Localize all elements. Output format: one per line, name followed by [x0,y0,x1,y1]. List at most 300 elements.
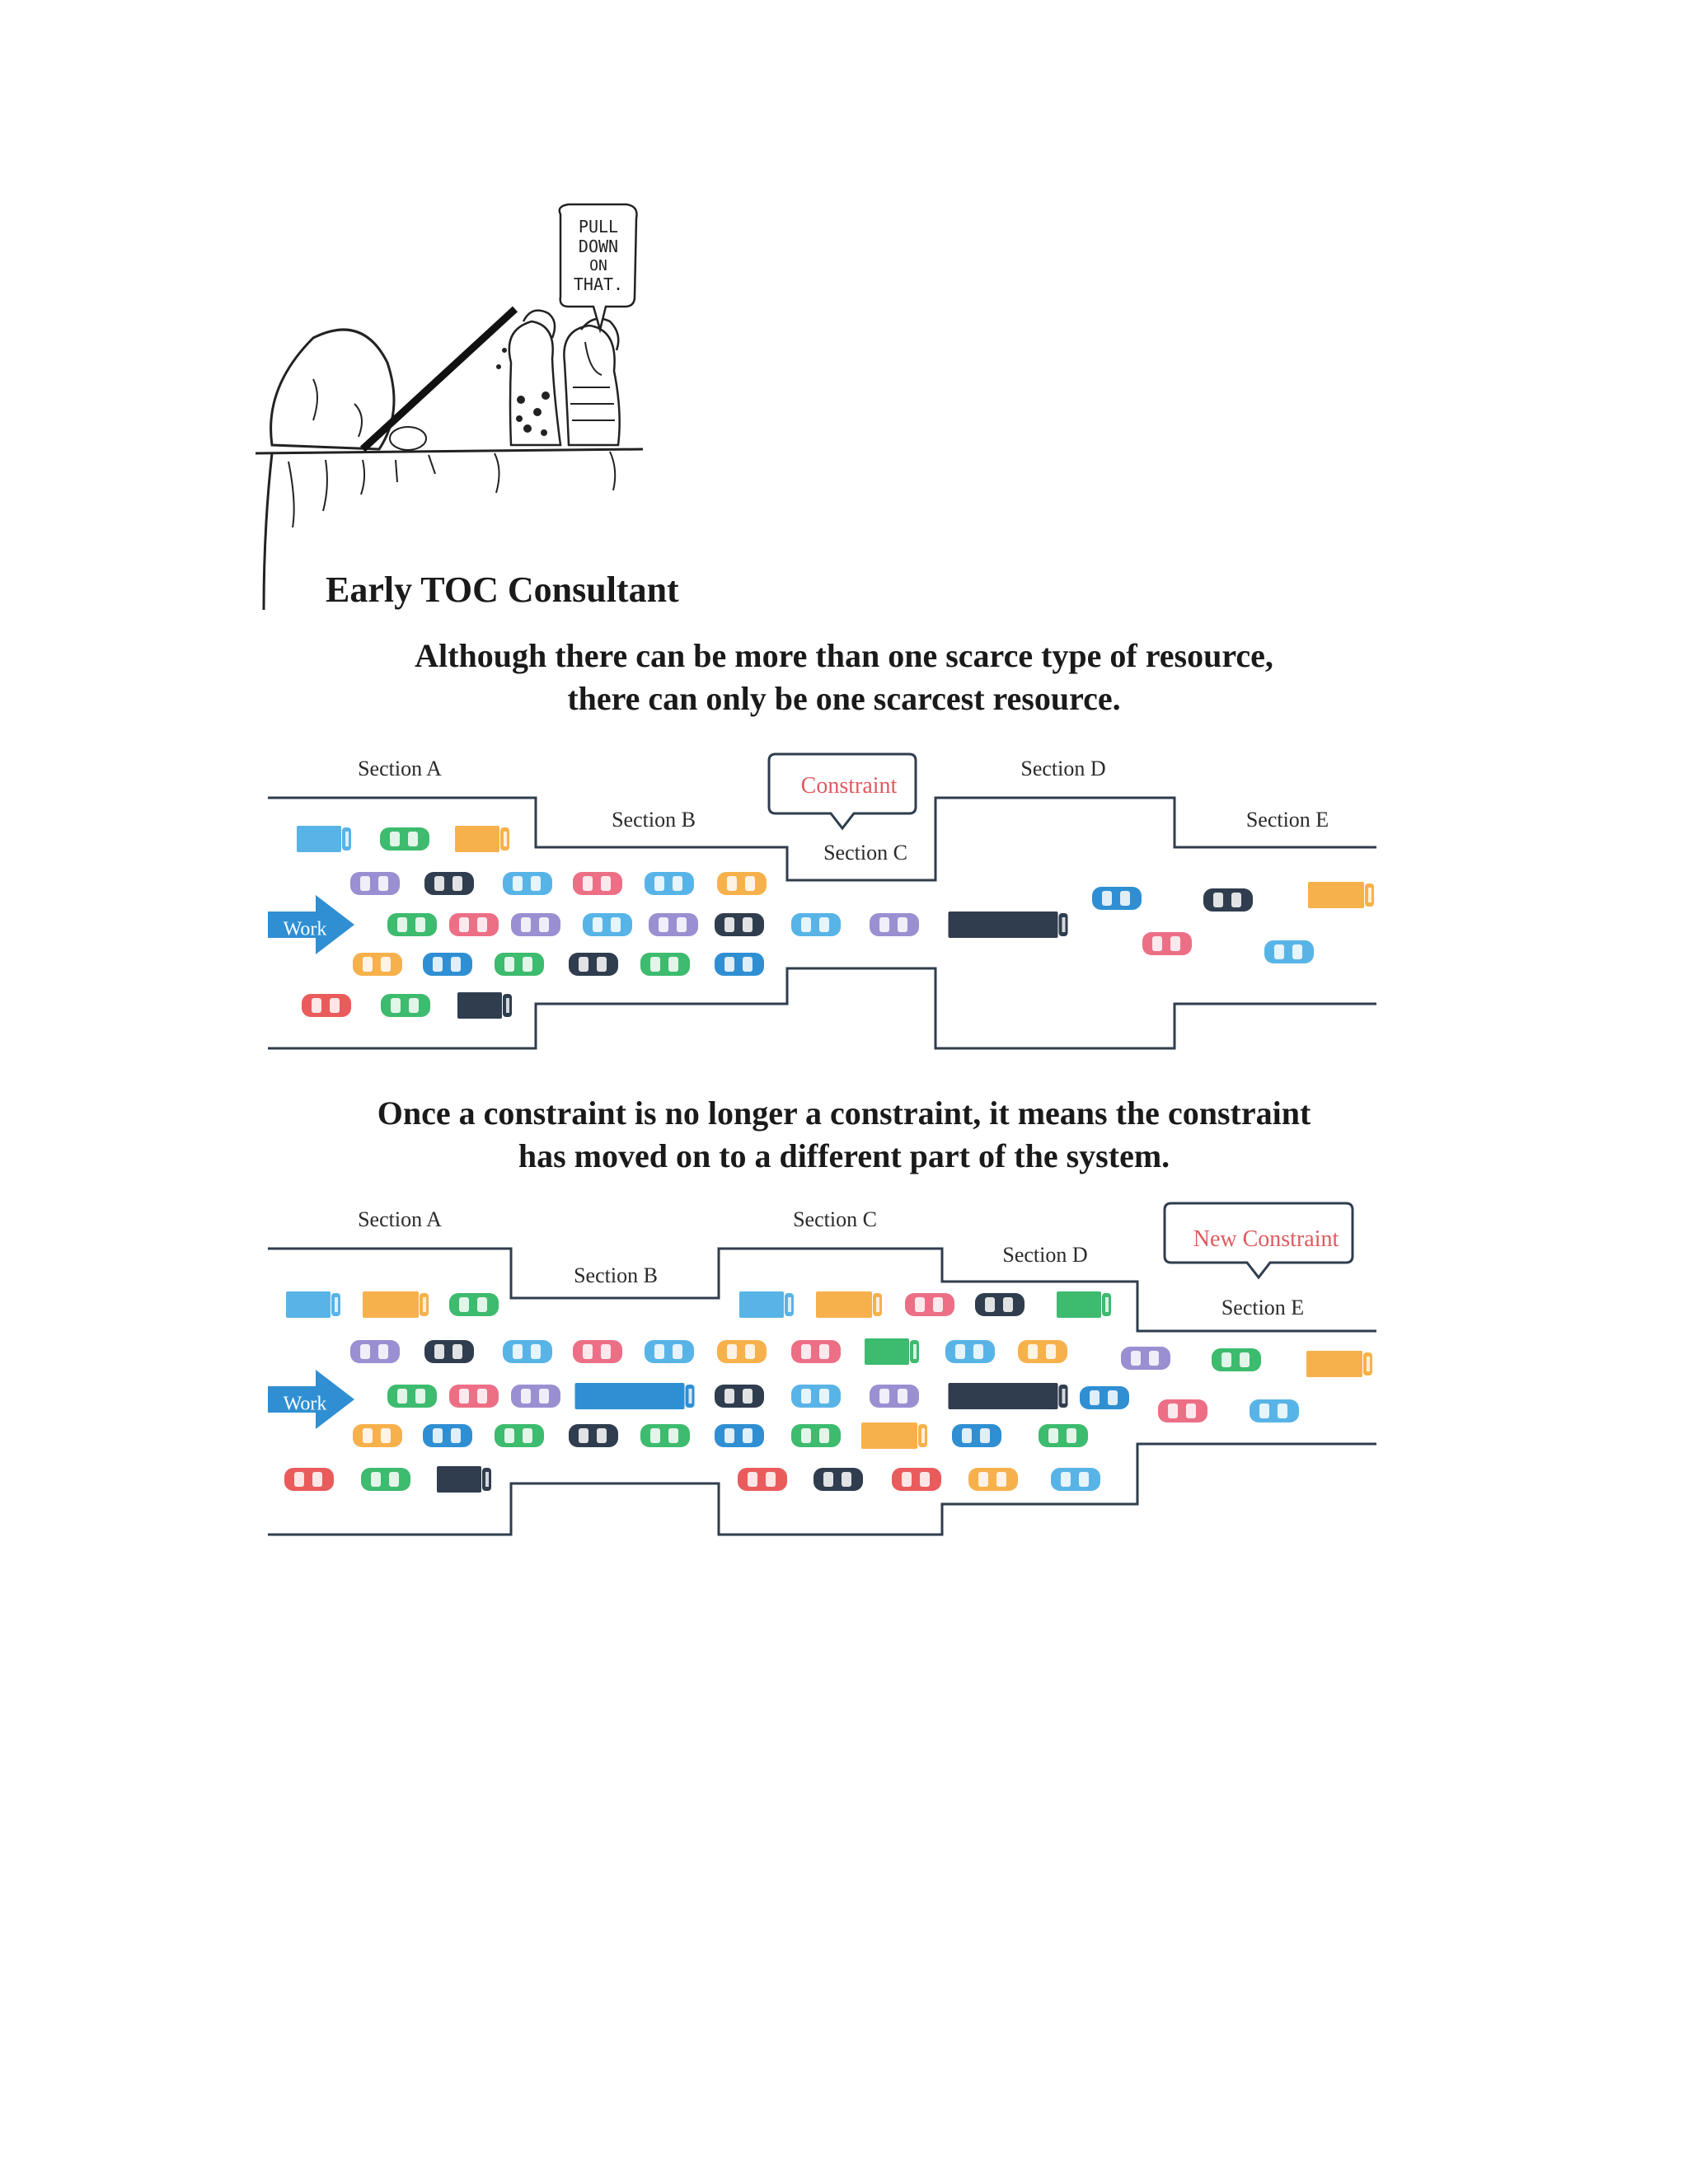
speech-bubble-line: DOWN [578,237,619,256]
section-a-label: Section A [358,757,442,780]
car [449,1293,499,1316]
truck [865,1338,919,1365]
car [1264,940,1314,963]
car-roof [470,1390,476,1403]
car-window [312,998,321,1013]
car [387,1385,437,1408]
car-window [955,1344,965,1359]
road-diagram-new-constraint [0,1195,1688,1558]
car [715,1424,764,1447]
car-window [433,1428,443,1443]
car [870,913,919,936]
car [645,1340,694,1363]
car-window [1149,1351,1159,1366]
section-b-label: Section B [612,808,696,832]
car [511,913,560,936]
car-window [378,1344,388,1359]
car-window [668,957,678,972]
car [791,913,841,936]
car-roof [735,1429,742,1442]
car-window [745,876,755,891]
car-roof [812,918,818,931]
car [791,1340,841,1363]
car-window [673,1344,682,1359]
car-roof [661,958,668,971]
truck-window [1367,1357,1370,1371]
speech-bubble-line: PULL [578,217,619,237]
truck-trailer [575,1383,685,1409]
truck [816,1291,882,1318]
car-window [677,917,687,932]
car [423,1424,472,1447]
car-window [477,917,487,932]
truck [739,1291,794,1318]
car [1018,1340,1067,1363]
car-roof [532,1390,538,1403]
car-window [521,917,531,932]
car [387,913,437,936]
car-roof [758,1473,765,1486]
cliff-face [264,453,272,610]
truck-trailer [861,1422,917,1449]
car [503,1340,552,1363]
car-window [801,917,811,932]
car-roof [401,832,407,846]
car [1092,887,1142,910]
car-roof [1142,1352,1148,1365]
truck-trailer [1306,1351,1362,1377]
car [645,872,694,895]
cartoon-caption: Early TOC Consultant [326,569,679,610]
car-roof [735,958,742,971]
car-window [539,1389,549,1404]
car-window [583,1344,593,1359]
car-window [743,957,753,972]
car-window [1079,1472,1089,1487]
car-roof [470,1298,476,1311]
car-roof [1163,937,1170,950]
truck [286,1291,340,1318]
car-window [724,957,734,972]
headline-line: has moved on to a different part of the system. [518,1137,1170,1174]
car-window [477,1389,487,1404]
caveman-cartoon-illustration [247,198,676,626]
car-window [381,957,391,972]
car-roof [445,1345,452,1358]
car-window [842,1472,851,1487]
car [284,1468,334,1491]
car-roof [408,1390,415,1403]
car-window [523,957,532,972]
truck-window [504,832,507,846]
car-window [745,1344,755,1359]
car-roof [1270,1404,1277,1418]
truck [455,826,509,852]
headline-scarcest-resource [0,635,1688,720]
car-roof [443,1429,450,1442]
car [424,872,474,895]
car-roof [401,999,408,1012]
car-window [1003,1297,1013,1312]
car-roof [665,1345,672,1358]
car-window [1259,1404,1269,1418]
truck [861,1422,927,1449]
section-b-label: Section B [574,1263,658,1287]
car-window [583,876,593,891]
car [715,953,764,976]
car-window [434,1344,444,1359]
car-window [724,1389,734,1404]
car-window [650,957,660,972]
car-roof [445,877,452,890]
car-roof [926,1298,932,1311]
car-window [611,917,621,932]
car-window [743,1428,753,1443]
car [715,1385,764,1408]
car-window [996,1472,1006,1487]
car [495,953,544,976]
car [361,1468,410,1491]
car-roof [382,1473,388,1486]
car-roof [1059,1429,1066,1442]
speech-bubble-line: THAT. [573,274,624,294]
car-window [1231,893,1241,907]
car [1121,1347,1170,1370]
truck [949,1383,1068,1409]
car-roof [735,1390,742,1403]
car-window [513,876,523,891]
car-roof [589,1429,596,1442]
car-window [1067,1428,1076,1443]
truck-window [921,1428,925,1443]
truck [437,1466,491,1493]
car-window [597,1428,607,1443]
car-window [727,876,737,891]
truck-trailer [363,1291,419,1318]
car [975,1293,1025,1316]
car-window [819,1389,829,1404]
speech-bubble-line: ON [589,257,607,274]
truck-window [1062,1389,1066,1404]
car-window [654,876,664,891]
truck-window [485,1472,489,1487]
car-roof [373,958,380,971]
car [640,953,690,976]
truck-window [788,1297,791,1312]
road-diagram-constraint [0,742,1688,1071]
section-e-label: Section E [1221,1296,1305,1319]
car-window [597,957,607,972]
section-d-label: Section D [1020,757,1106,780]
section-c-label: Section C [793,1207,877,1231]
work-arrow-label: Work [283,1393,327,1415]
car [717,1340,767,1363]
car [569,953,618,976]
car-roof [593,1345,600,1358]
car-roof [532,918,538,931]
car-window [513,1344,523,1359]
car-window [819,1344,829,1359]
car [449,1385,499,1408]
car [952,1424,1001,1447]
car-window [363,957,373,972]
car [791,1424,841,1447]
car-window [531,876,541,891]
car-window [1168,1404,1178,1418]
car-window [985,1297,995,1312]
car-window [823,1472,833,1487]
car-window [801,1428,811,1443]
car-window [766,1472,776,1487]
car-roof [912,1473,919,1486]
car-roof [371,1345,377,1358]
car-window [1120,891,1130,906]
car [302,994,351,1017]
car-window [668,1428,678,1443]
car-window [879,1389,889,1404]
car-window [312,1472,322,1487]
car-roof [1179,1404,1185,1418]
car-window [579,957,588,972]
car-window [1131,1351,1141,1366]
car-window [415,1389,425,1404]
car-roof [1100,1391,1107,1404]
car-roof [738,877,744,890]
car [573,872,622,895]
car-roof [1232,1353,1239,1366]
truck [949,912,1068,938]
boulder [271,330,394,449]
car-roof [322,999,329,1012]
truck-window [423,1297,426,1312]
truck [363,1291,429,1318]
truck-window [876,1297,879,1312]
car [423,953,472,976]
car [1203,888,1253,912]
car-roof [812,1429,818,1442]
car-window [504,957,514,972]
truck [575,1383,695,1409]
car-window [434,876,444,891]
car-window [659,917,668,932]
car-window [451,1428,461,1443]
car [424,1340,474,1363]
car [569,1424,618,1447]
car-window [819,1428,829,1443]
truck-trailer [816,1291,872,1318]
car [1039,1424,1088,1447]
car-window [391,998,401,1013]
car [715,913,764,936]
car-window [531,1344,541,1359]
car-window [743,1389,753,1404]
truck-window [1105,1297,1109,1312]
car-window [1108,1390,1118,1405]
car-window [1213,893,1223,907]
car-roof [966,1345,973,1358]
car-window [523,1428,532,1443]
car [945,1340,995,1363]
car-window [477,1297,487,1312]
car-roof [669,918,676,931]
car-window [724,917,734,932]
car [381,994,430,1017]
car-window [898,1389,907,1404]
car-roof [371,877,377,890]
car [905,1293,954,1316]
car-window [902,1472,912,1487]
car-window [459,1297,469,1312]
road-diagram-svg [0,1195,1688,1558]
car-window [452,1344,462,1359]
road-bottom-edge [268,968,1376,1048]
car [1158,1399,1207,1422]
truck-trailer [949,912,1058,938]
car-window [433,957,443,972]
car-window [397,1389,407,1404]
headline-line: there can only be one scarcest resource. [567,680,1121,717]
car-window [363,1428,373,1443]
car-roof [443,958,450,971]
car-roof [834,1473,841,1486]
car-window [978,1472,988,1487]
car [1051,1468,1100,1491]
car-roof [603,918,610,931]
truck-window [913,1344,917,1359]
car [350,1340,400,1363]
car-window [819,917,829,932]
car-window [1102,891,1112,906]
car-window [294,1472,304,1487]
car-window [579,1428,588,1443]
car-roof [1113,892,1119,905]
fulcrum-rock [390,427,426,450]
car-roof [305,1473,312,1486]
car-roof [890,1390,897,1403]
car-window [1048,1428,1058,1443]
car [1080,1386,1129,1409]
car-window [371,1472,381,1487]
car-roof [735,918,742,931]
car-window [451,957,461,972]
truck-trailer [437,1466,481,1493]
car-window [504,1428,514,1443]
car-roof [1224,893,1231,907]
car-roof [661,1429,668,1442]
car [640,1424,690,1447]
car [870,1385,919,1408]
car-window [973,1344,983,1359]
truck-trailer [739,1291,784,1318]
car-window [459,1389,469,1404]
truck [457,992,512,1019]
car [649,913,698,936]
car-roof [1039,1345,1045,1358]
car-window [727,1344,737,1359]
section-e-label: Section E [1245,808,1329,832]
car [449,913,499,936]
car-window [980,1428,990,1443]
car-window [1274,944,1284,959]
car-roof [1071,1473,1078,1486]
cliff-edge [256,449,643,453]
car [583,913,632,936]
car [573,1340,622,1363]
truck-window [335,1297,338,1312]
caveman-right [564,319,619,445]
car-window [330,998,340,1013]
car-window [1090,1390,1100,1405]
car-window [654,1344,664,1359]
truck [1306,1351,1372,1377]
car [814,1468,863,1491]
car-window [650,1428,660,1443]
truck-trailer [297,826,341,852]
car-window [743,917,753,932]
car [511,1385,560,1408]
truck-window [506,998,509,1013]
section-a-label: Section A [358,1207,442,1231]
car-window [933,1297,943,1312]
car-window [408,832,418,846]
car-window [409,998,419,1013]
car-roof [973,1429,979,1442]
truck-window [1062,917,1066,932]
car-roof [470,918,476,931]
car-window [452,876,462,891]
car-window [601,1344,611,1359]
car-window [415,917,425,932]
car [968,1468,1018,1491]
car-window [390,832,400,846]
car-roof [589,958,596,971]
car-window [1186,1404,1196,1418]
car-roof [738,1345,744,1358]
headline-line: Although there can be more than one scarce type of resource, [415,637,1273,674]
car-window [673,876,682,891]
car-window [1221,1352,1231,1367]
car [380,827,429,851]
truck-window [345,832,349,846]
car-roof [1285,945,1292,958]
car-roof [523,877,530,890]
car [892,1468,941,1491]
car-window [360,876,370,891]
car [1212,1348,1261,1371]
car [738,1468,787,1491]
car [503,872,552,895]
car-window [962,1428,972,1443]
section-d-label: Section D [1002,1243,1088,1267]
car-window [1061,1472,1071,1487]
car-window [389,1472,399,1487]
car-roof [996,1298,1002,1311]
car-roof [373,1429,380,1442]
car-window [915,1297,925,1312]
car-window [593,917,603,932]
car-window [459,917,469,932]
car-window [360,1344,370,1359]
car [717,872,767,895]
car-roof [812,1345,818,1358]
truck-trailer [865,1338,909,1365]
truck-window [689,1389,692,1404]
new-constraint-callout-label: New Constraint [1193,1226,1339,1252]
car-window [378,876,388,891]
car-roof [989,1473,996,1486]
car-roof [515,1429,522,1442]
car-roof [523,1345,530,1358]
